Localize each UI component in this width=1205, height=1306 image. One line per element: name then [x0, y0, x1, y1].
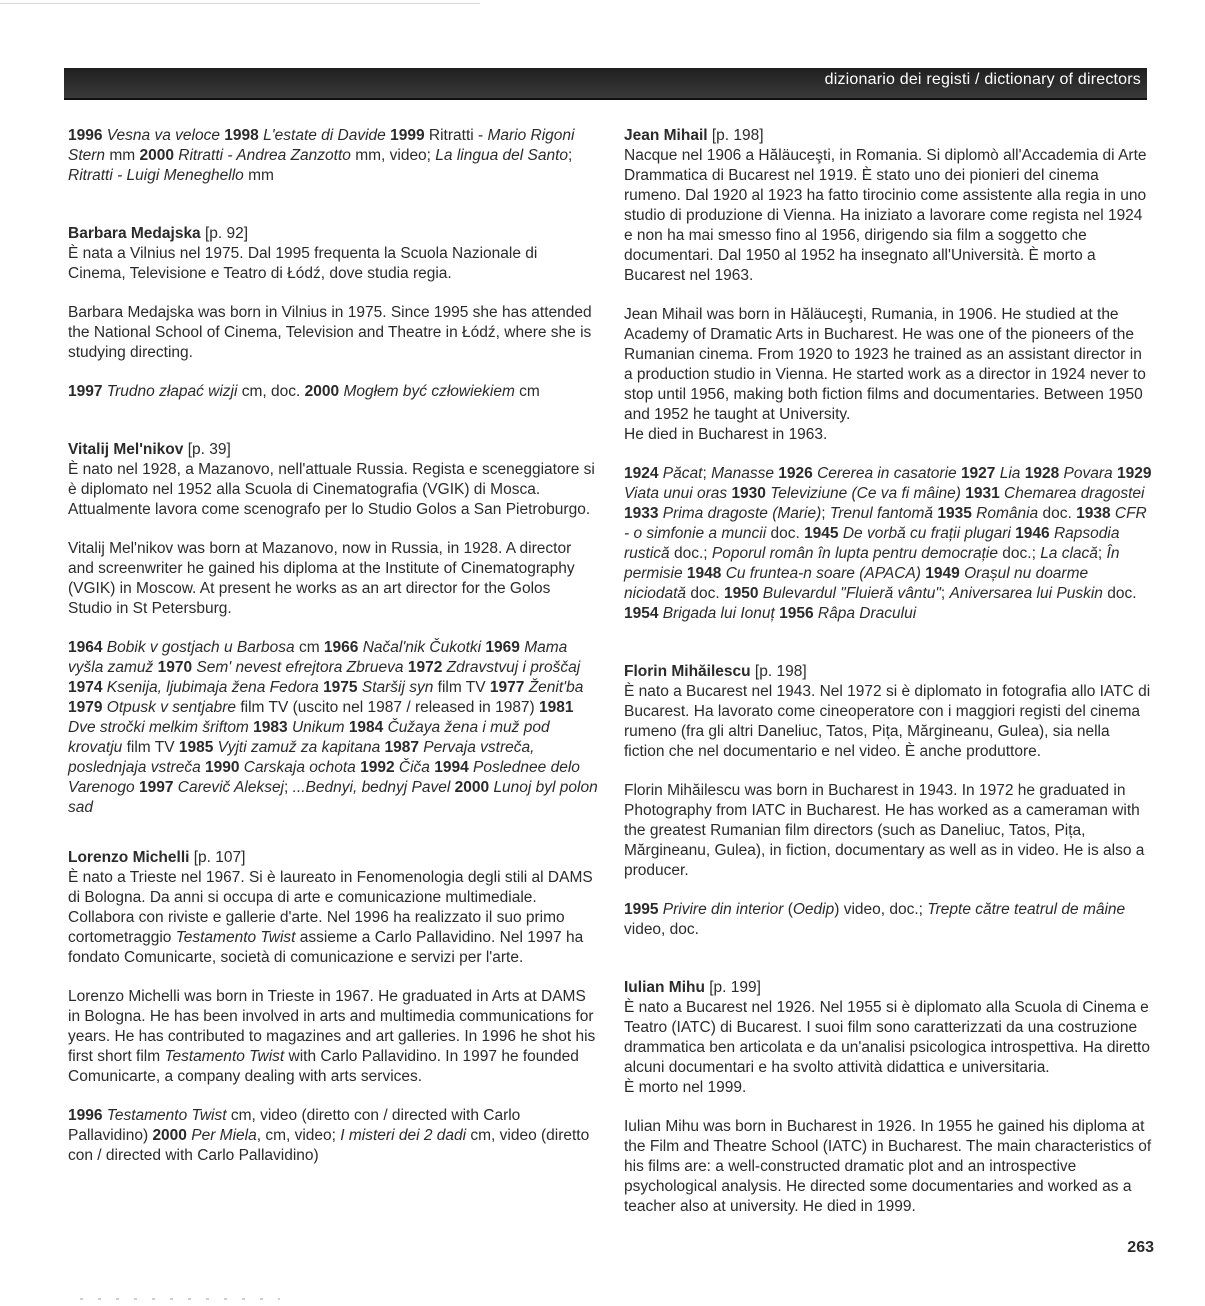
- film-note: ;: [821, 505, 830, 522]
- bio-italian: È nata a Vilnius nel 1975. Dal 1995 frequenta la Scuola Nazionale di Cinema, Televisione e Teatro di Łódź, dove studia regia.: [68, 245, 538, 282]
- film-title: Mogłem być człowiekiem: [343, 383, 520, 400]
- film-title: Aniversarea lui Puskin: [949, 585, 1108, 602]
- film-title: ...Bednyi, bednyj Pavel: [292, 779, 455, 796]
- film-title: Ritratti - Luigi Meneghello: [68, 167, 249, 184]
- right-column: [624, 126, 1154, 1236]
- film-title: Privire din interior: [662, 901, 788, 918]
- film-title: Cu fruntea-n soare (APACA): [725, 565, 926, 582]
- film-title: Păcat: [662, 465, 703, 482]
- film-title: Chemarea dragostei: [1004, 485, 1145, 502]
- director-name: Barbara Medajska: [68, 225, 201, 242]
- film-title: L'estate di Davide: [263, 127, 391, 144]
- film-title: Sem' nevest efrejtora Zbrueva: [196, 659, 408, 676]
- film-title: Poporul român în lupta pentru democrație: [711, 545, 1003, 562]
- film-title: Trenul fantomă: [829, 505, 938, 522]
- filmography-rigoni: [68, 126, 598, 186]
- entry-gap: [68, 421, 598, 440]
- film-note: video, doc.: [624, 921, 699, 938]
- film-note: ;: [702, 465, 712, 482]
- year: 1997: [138, 779, 178, 796]
- entry-mihailescu: [624, 662, 1154, 940]
- year: 1969: [485, 639, 525, 656]
- year: 1999: [390, 127, 429, 144]
- bio-italian: [68, 868, 598, 968]
- year: 1995: [624, 901, 663, 918]
- film-title: Testamento Twist: [164, 1048, 285, 1065]
- film-note: cm, doc.: [241, 383, 305, 400]
- entry-mihail: [624, 126, 1154, 624]
- year: 1954: [624, 605, 663, 622]
- bio-english-death: He died in Bucharest in 1963.: [624, 426, 828, 443]
- film-title: Načal'nik Čukotki: [362, 639, 486, 656]
- film-title: Orașul nu doarme niciodată: [624, 565, 1089, 602]
- year: 1950: [723, 585, 763, 602]
- year: 1979: [68, 699, 107, 716]
- year: 1945: [804, 525, 843, 542]
- film-title: De vorbă cu frații plugari: [842, 525, 1016, 542]
- year: 1998: [224, 127, 264, 144]
- year: 1966: [323, 639, 363, 656]
- film-title: La lingua del Santo: [435, 147, 569, 164]
- year: 1984: [348, 719, 388, 736]
- film-title: Ksenija, ljubimaja žena Fedora: [106, 679, 324, 696]
- section-title: dizionario dei registi / dictionary of directors: [824, 71, 1141, 88]
- year: 1981: [539, 699, 574, 716]
- bio-english: Jean Mihail was born in Hăläuceşti, Rumania, in 1906. He studied at the Academy of Dramatic Arts in Bucharest. He was one of the pioneers of the Rumanian cinema. From 1920 to 1923 he trained as an assistant director in a production studio in Vienna. He started work as a director in 1924 never to stop until 1956, making both fiction films and documentaries. Between 1950 and 1952 he taught at University.: [624, 306, 1146, 423]
- year: 1975: [323, 679, 362, 696]
- year: 1996: [68, 127, 107, 144]
- year: 1935: [937, 505, 977, 522]
- film-title: Ritratti - Andrea Zanzotto: [178, 147, 356, 164]
- film-note: ;: [1097, 545, 1107, 562]
- film-title: România: [976, 505, 1043, 522]
- film-title: Testamento Twist: [106, 1107, 231, 1124]
- year: 1924: [624, 465, 663, 482]
- year: 1948: [686, 565, 726, 582]
- film-note: cm: [519, 383, 540, 400]
- year: 1930: [731, 485, 771, 502]
- bio-english: Iulian Mihu was born in Bucharest in 1926. In 1955 he gained his diploma at the Film and Theatre School (IATC) in Bucharest. The main characteristics of his films are: a well-constructed dramatic plot and an introspective psychological analysis. He directed some documentaries and worked as a teacher also at university. He died in 1999.: [624, 1118, 1152, 1215]
- film-note: cm, video (diretto con / directed with Carlo Pallavidino): [68, 1127, 590, 1164]
- film-title: Bobik v gostjach u Barbosa: [106, 639, 299, 656]
- year: 2000: [304, 383, 344, 400]
- year: 1985: [178, 739, 218, 756]
- year: 2000: [139, 147, 179, 164]
- page-ref: [p. 199]: [704, 979, 761, 996]
- entry-gap: [624, 643, 1154, 662]
- film-title: Vesna va veloce: [106, 127, 225, 144]
- film-note: ;: [568, 147, 573, 164]
- year: 1994: [434, 759, 474, 776]
- film-title: Viata unui oras: [624, 485, 732, 502]
- film-note: doc.: [1107, 585, 1137, 602]
- film-title: Lia: [999, 465, 1025, 482]
- film-title: Čiča: [398, 759, 435, 776]
- film-title: Unikum: [291, 719, 349, 736]
- year: 1928: [1024, 465, 1064, 482]
- year: 1970: [157, 659, 197, 676]
- film-note: with Carlo Pallavidino. In 1997 he founded Comunicarte, a company dealing with arts services.: [68, 1048, 579, 1085]
- film-note: doc.;: [673, 545, 712, 562]
- film-note: assieme a Carlo Pallavidino. Nel 1997 ha fondato Comunicarte, società di comunicazione e servizi per l'arte.: [68, 929, 584, 966]
- film-note: film TV: [126, 739, 179, 756]
- film-title: Testamento Twist: [175, 929, 296, 946]
- film-note: mm, video;: [355, 147, 436, 164]
- director-name: Lorenzo Michelli: [68, 849, 190, 866]
- bio-italian-death: È morto nel 1999.: [624, 1079, 747, 1096]
- director-name: Iulian Mihu: [624, 979, 705, 996]
- year: 1927: [960, 465, 1000, 482]
- film-note: mm: [248, 167, 274, 184]
- bio-italian: Nacque nel 1906 a Hăläuceşti, in Romania. Si diplomò all'Accademia di Arte Drammatica di Bucarest nel 1919. È stato uno dei pionieri del cinema rumeno. Dal 1920 al 1923 ha fatto tirocinio come assistente alla regia in uno studio di produzione di Vienna. Ha iniziato a lavorare come regista nel 1924 e non ha mai smesso fino al 1956, dirigendo sia film a soggetto che documentari. Dal 1950 al 1952 ha insegnato all'Università. È morto a Bucarest nel 1963.: [624, 147, 1147, 284]
- filmography: [68, 1106, 598, 1166]
- film-title: Râpa Dracului: [817, 605, 917, 622]
- director-name: Vitalij Mel'nikov: [68, 441, 184, 458]
- page-number: 263: [1127, 1239, 1154, 1256]
- film-title: CFR - o simfonie a muncii: [624, 505, 1147, 542]
- film-note: doc.: [770, 525, 805, 542]
- entry-gap: [624, 959, 1154, 978]
- page-ref: [p. 198]: [750, 663, 807, 680]
- bio-english: Florin Mihăilescu was born in Bucharest in 1943. In 1972 he graduated in Photography from IATC in Bucharest. He has worked as a cameraman with the greatest Rumanian film directors (such as Daneliuc, Tatos, Pița, Mărgineanu, Gulea), in fiction, documentary as well as in video. He is also a producer.: [624, 782, 1145, 879]
- filmography: [624, 900, 1154, 940]
- film-note: film TV (uscito nel 1987 / released in 1987): [240, 699, 540, 716]
- entry-heading: [68, 848, 598, 868]
- bottom-decoration: [80, 1298, 280, 1300]
- entry-medajska: [68, 224, 598, 402]
- film-title: Povara: [1063, 465, 1117, 482]
- film-title: Mario Rigoni Stern: [68, 127, 575, 164]
- year: 1926: [778, 465, 818, 482]
- film-title: Carevič Aleksej: [177, 779, 285, 796]
- film-title: Per Miela: [191, 1127, 257, 1144]
- film-title: Staršij syn: [361, 679, 438, 696]
- entry-gap: [68, 837, 598, 848]
- left-column: [68, 126, 598, 1185]
- year: 1964: [68, 639, 107, 656]
- film-title: Čužaya žena i muž pod krovatju: [68, 719, 550, 756]
- bio-english: Vitalij Mel'nikov was born at Mazanovo, now in Russia, in 1928. A director and screenwriter he gained his diploma at the Institute of Cinematography (VGIK) in Moscow. At present he works as an art director for the Golos Studio in St Petersburg.: [68, 540, 575, 617]
- film-title: Manasse: [711, 465, 779, 482]
- year: 1972: [407, 659, 447, 676]
- film-title: Zdravstvuj i proščaj: [446, 659, 581, 676]
- film-title: Brigada lui Ionuț: [662, 605, 780, 622]
- entry-michelli: [68, 848, 598, 1166]
- director-name: Florin Mihăilescu: [624, 663, 751, 680]
- year: 1938: [1076, 505, 1115, 522]
- film-title: Otpusk v sentjabre: [106, 699, 241, 716]
- year: 1929: [1116, 465, 1152, 482]
- film-note: doc.: [1042, 505, 1077, 522]
- film-title: Cererea in casatorie: [817, 465, 961, 482]
- film-note: ) video, doc.;: [834, 901, 928, 918]
- filmography: [68, 638, 598, 818]
- year: 1983: [253, 719, 292, 736]
- film-title: Televiziune (Ce va fi mâine): [770, 485, 966, 502]
- film-title: La clacă: [1040, 545, 1098, 562]
- entry-melnikov: [68, 440, 598, 818]
- film-title: Prima dragoste (Marie): [662, 505, 822, 522]
- film-note: cm, video (diretto con / directed with Carlo Pallavidino): [68, 1107, 521, 1144]
- bio-english: Barbara Medajska was born in Vilnius in 1975. Since 1995 she has attended the National School of Cinema, Television and Theatre in Łódź, where she is studying directing.: [68, 304, 592, 361]
- entry-heading: [624, 662, 1154, 682]
- film-note: È nato a Trieste nel 1967. Si è laureato in Fenomenologia degli stili al DAMS di Bologna. Da anni si occupa di arte e comunicazione multimediale. Collabora con riviste e gallerie d'arte. Nel 1996 ha realizzato il suo primo cortometraggio: [68, 869, 593, 946]
- bio-italian: È nato a Bucarest nel 1926. Nel 1955 si è diplomato alla Scuola di Cinema e Teatro (IATC) di Bucarest. I suoi film sono caratterizzati da una costruzione drammatica ben articolata e da un'analisi psicologica introspettiva. Ha diretto alcuni documentari e ha svolto attività didattica e universitaria.: [624, 999, 1150, 1076]
- year: 1933: [624, 505, 663, 522]
- year: 1996: [68, 1107, 107, 1124]
- year: 2000: [152, 1127, 192, 1144]
- film-note: ;: [940, 585, 950, 602]
- year: 1931: [965, 485, 1005, 502]
- bio-italian: È nato nel 1928, a Mazanovo, nell'attuale Russia. Regista e sceneggiatore si è diplomato nel 1952 alla Scuola di Cinematografia (VGIK) di Mosca. Attualmente lavora come scenografo per lo Studio Golos a San Pietroburgo.: [68, 461, 595, 518]
- film-title: Lunoj byl polon sad: [68, 779, 598, 816]
- filmography: [624, 464, 1154, 624]
- page-ref: [p. 107]: [189, 849, 246, 866]
- film-title: I misteri dei 2 dadi: [340, 1127, 471, 1144]
- year: 1949: [925, 565, 965, 582]
- film-title: Oedip: [792, 901, 835, 918]
- film-title: Vyjti zamuž za kapitana: [217, 739, 385, 756]
- year: 1997: [68, 383, 107, 400]
- film-note: , cm, video;: [256, 1127, 341, 1144]
- film-note: ;: [284, 779, 293, 796]
- year: 1987: [384, 739, 424, 756]
- year: 2000: [454, 779, 494, 796]
- film-note: (: [787, 901, 793, 918]
- film-note: doc.;: [1002, 545, 1041, 562]
- entry-heading: [624, 126, 1154, 146]
- film-title: Carskaja ochota: [243, 759, 361, 776]
- film-title: Ženit'ba: [528, 679, 584, 696]
- film-note: Lorenzo Michelli was born in Trieste in 1967. He graduated in Arts at DAMS in Bologna. He has been involved in arts and multimedia communications for years. He has contributed to magazines and art galleries. In 1996 he shot his first short film: [68, 988, 596, 1065]
- entry-heading: [624, 978, 1154, 998]
- film-note: film TV: [437, 679, 490, 696]
- director-name: Jean Mihail: [624, 127, 708, 144]
- page-ref: [p. 39]: [183, 441, 231, 458]
- film-title: Poslednee delo Varenogo: [68, 759, 580, 796]
- page-ref: [p. 198]: [707, 127, 764, 144]
- film-note: doc.: [690, 585, 724, 602]
- section-header-bar: [64, 68, 1147, 100]
- filmography: [68, 382, 598, 402]
- top-rule: [0, 3, 480, 4]
- film-title: Bulevardul "Fluieră vântu": [762, 585, 941, 602]
- bio-english: [68, 987, 598, 1087]
- film-title: Trepte către teatrul de mâine: [927, 901, 1126, 918]
- film-note: cm: [298, 639, 324, 656]
- year: 1956: [779, 605, 818, 622]
- film-note: Ritratti -: [428, 127, 488, 144]
- film-title: Trudno złapać wizji: [106, 383, 242, 400]
- film-title: Rapsodia rustică: [624, 525, 1120, 562]
- year: 1946: [1015, 525, 1054, 542]
- entry-gap: [68, 205, 598, 224]
- year: 1974: [68, 679, 107, 696]
- film-title: Mama vyšla zamuž: [68, 639, 568, 676]
- film-note: mm: [109, 147, 140, 164]
- film-title: Dve stročki melkim šriftom: [68, 719, 254, 736]
- film-title: Pervaja vstreča, poslednjaja vstreča: [68, 739, 535, 776]
- page-ref: [p. 92]: [200, 225, 249, 242]
- entry-heading: [68, 440, 598, 460]
- year: 1992: [360, 759, 399, 776]
- bio-italian: È nato a Bucarest nel 1943. Nel 1972 si è diplomato in fotografia allo IATC di Bucarest. Ha lavorato come cineoperatore con i maggiori registi del cinema rumeno (fra gli altri Daneliuc, Tatos, Pița, Mărgineanu, Gulea), sia nella fiction che nel documentario e nel video. È anche produttore.: [624, 683, 1151, 760]
- film-title: În permisie: [624, 545, 1120, 582]
- entry-mihu: [624, 978, 1154, 1217]
- year: 1977: [489, 679, 529, 696]
- entry-heading: [68, 224, 598, 244]
- year: 1990: [205, 759, 244, 776]
